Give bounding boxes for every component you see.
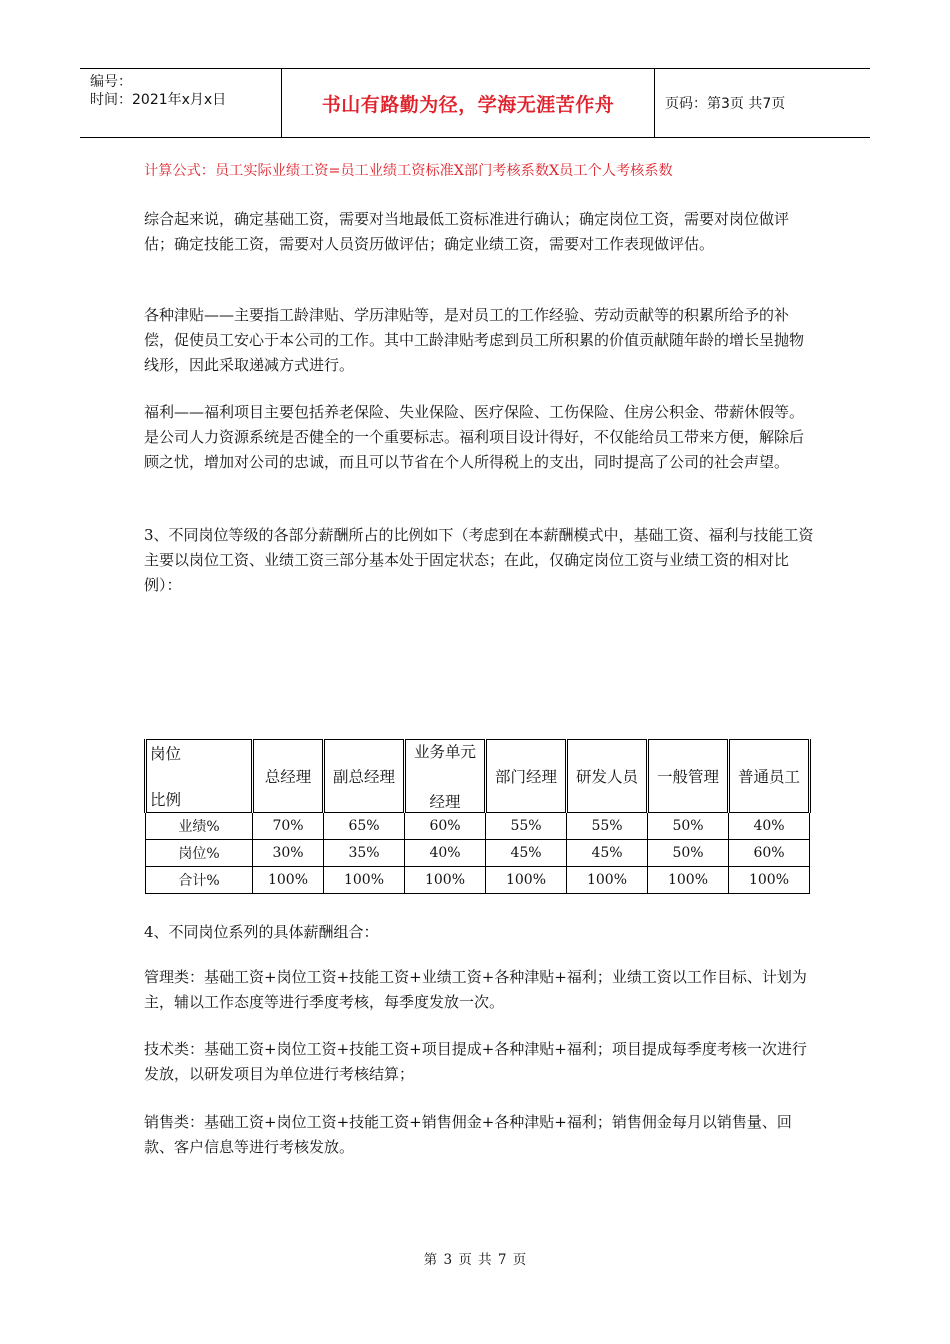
col-header-bottom: 经理 bbox=[429, 793, 461, 811]
paragraph-summary: 综合起来说，确定基础工资，需要对当地最低工资标准进行确认；确定岗位工资，需要对岗位做评估；确定技能工资，需要对人员资历做评估；确定业绩工资，需要对工作表现做评估。 bbox=[144, 210, 790, 253]
table-cell: 45% bbox=[567, 840, 648, 867]
table-cell: 100% bbox=[324, 867, 405, 894]
page-footer: 第 3 页 共 7 页 bbox=[423, 1252, 527, 1268]
table-cell: 40% bbox=[729, 813, 810, 840]
table-cell: 35% bbox=[324, 840, 405, 867]
page-header bbox=[80, 68, 870, 138]
table-cell: 55% bbox=[567, 813, 648, 840]
paragraph-combo-intro: 4、不同岗位系列的具体薪酬组合： bbox=[144, 923, 379, 941]
paragraph-sales: 销售类：基础工资+岗位工资+技能工资+销售佣金+各种津贴+福利；销售佣金每月以销售量、回款、客户信息等进行考核发放。 bbox=[144, 1113, 792, 1156]
table-cell: 65% bbox=[324, 813, 405, 840]
header-motto: 书山有路勤为径，学海无涯苦作舟 bbox=[282, 69, 655, 137]
table-cell: 30% bbox=[253, 840, 324, 867]
col-header: 副总经理 bbox=[324, 740, 405, 813]
row-label: 岗位% bbox=[146, 840, 253, 867]
table-cell: 100% bbox=[729, 867, 810, 894]
table-cell: 100% bbox=[567, 867, 648, 894]
corner-bottom-label: 比例 bbox=[150, 791, 182, 809]
col-header: 一般管理 bbox=[648, 740, 729, 813]
table-cell: 60% bbox=[729, 840, 810, 867]
header-meta bbox=[80, 69, 282, 137]
formula-text: 计算公式：员工实际业绩工资=员工业绩工资标准X部门考核系数X员工个人考核系数 bbox=[144, 163, 673, 179]
col-header: 普通员工 bbox=[729, 740, 810, 813]
table-cell: 100% bbox=[486, 867, 567, 894]
table-cell: 40% bbox=[405, 840, 486, 867]
pay-ratio-table bbox=[144, 739, 811, 894]
page-indicator: 页码：第3页 共7页 bbox=[665, 96, 786, 112]
table-cell: 45% bbox=[486, 840, 567, 867]
table-corner-cell bbox=[146, 740, 253, 813]
table-cell: 70% bbox=[253, 813, 324, 840]
paragraph-allowance: 各种津贴——主要指工龄津贴、学历津贴等，是对员工的工作经验、劳动贡献等的积累所给予的补偿，促使员工安心于本公司的工作。其中工龄津贴考虑到员工所积累的价值贡献随年龄的增长呈抛物线形，因此采取递减方式进行。 bbox=[144, 306, 805, 374]
date-label: 时间：2021年x月x日 bbox=[90, 92, 227, 108]
table-cell: 55% bbox=[486, 813, 567, 840]
table-cell: 50% bbox=[648, 840, 729, 867]
paragraph-technical: 技术类：基础工资+岗位工资+技能工资+项目提成+各种津贴+福利；项目提成每季度考核一次进行发放，以研发项目为单位进行考核结算； bbox=[144, 1040, 807, 1083]
table-header-row bbox=[146, 740, 810, 813]
col-header: 总经理 bbox=[253, 740, 324, 813]
number-label: 编号： bbox=[90, 74, 132, 90]
col-header bbox=[405, 740, 486, 813]
table-row bbox=[146, 813, 810, 840]
table-row bbox=[146, 867, 810, 894]
col-header-top: 业务单元 bbox=[413, 743, 476, 761]
table-cell: 60% bbox=[405, 813, 486, 840]
paragraph-management: 管理类：基础工资+岗位工资+技能工资+业绩工资+各种津贴+福利；业绩工资以工作目标、计划为主，辅以工作态度等进行季度考核，每季度发放一次。 bbox=[144, 968, 807, 1011]
col-header: 研发人员 bbox=[567, 740, 648, 813]
paragraph-welfare: 福利——福利项目主要包括养老保险、失业保险、医疗保险、工伤保险、住房公积金、带薪休假等。是公司人力资源系统是否健全的一个重要标志。福利项目设计得好，不仅能给员工带来方便，解除后顾之忧，增加对公司的忠诚，而且可以节省在个人所得税上的支出，同时提高了公司的社会声望。 bbox=[144, 403, 805, 471]
row-label: 合计% bbox=[146, 867, 253, 894]
row-label: 业绩% bbox=[146, 813, 253, 840]
table-cell: 100% bbox=[648, 867, 729, 894]
table-cell: 100% bbox=[253, 867, 324, 894]
corner-top-label: 岗位 bbox=[150, 745, 182, 763]
table-cell: 50% bbox=[648, 813, 729, 840]
col-header: 部门经理 bbox=[486, 740, 567, 813]
table-row bbox=[146, 840, 810, 867]
paragraph-ratio-intro: 3、不同岗位等级的各部分薪酬所占的比例如下（考虑到在本薪酬模式中，基础工资、福利与技能工资主要以岗位工资、业绩工资三部分基本处于固定状态；在此，仅确定岗位工资与业绩工资的相对比例）： bbox=[144, 526, 814, 594]
table-cell: 100% bbox=[405, 867, 486, 894]
